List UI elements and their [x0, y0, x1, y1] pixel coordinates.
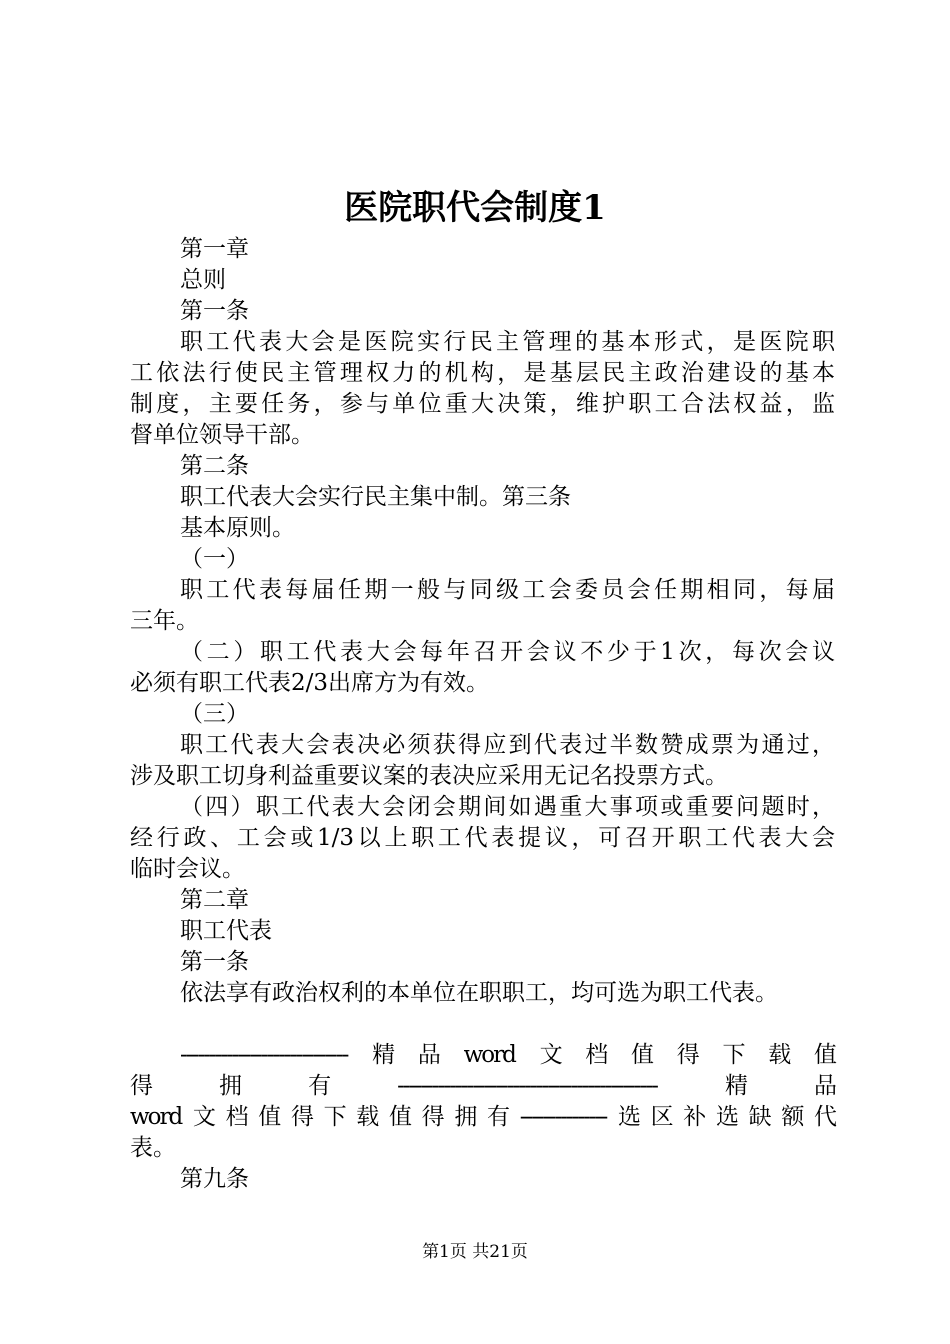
item-number: （一）	[180, 546, 249, 572]
document-title: 医院职代会制度1	[344, 188, 606, 228]
paragraph-line: （二）职工代表大会每年召开会议不少于1次，每次会议	[180, 639, 835, 665]
watermark-line: word文档值得下载值得拥有---------------选区补选缺额代	[130, 1104, 835, 1130]
item-number: （三）	[180, 701, 249, 727]
paragraph-line: 临时会议。	[130, 856, 245, 882]
paragraph-line: 必须有职工代表2/3出席方为有效。	[130, 670, 490, 696]
paragraph-line: 工依法行使民主管理权力的机构，是基层民主政治建设的基本	[130, 360, 835, 386]
article-heading: 第一条	[180, 949, 249, 975]
paragraph-line: 督单位领导干部。	[130, 422, 314, 448]
paragraph-line: 职工代表大会表决必须获得应到代表过半数赞成票为通过，	[180, 732, 835, 758]
paragraph-line: 三年。	[130, 608, 199, 634]
watermark-line: -----------------------------精品word文档值得下载值	[180, 1042, 835, 1068]
document-body	[130, 234, 835, 1195]
paragraph-line: 依法享有政治权利的本单位在职职工，均可选为职工代表。	[180, 980, 778, 1006]
paragraph-line: 职工代表每届任期一般与同级工会委员会任期相同，每届	[180, 577, 835, 603]
chapter-title: 职工代表	[180, 918, 272, 944]
paragraph-gap	[130, 1009, 835, 1040]
chapter-heading: 第二章	[180, 887, 249, 913]
paragraph-line: 职工代表大会是医院实行民主管理的基本形式，是医院职	[180, 329, 835, 355]
watermark-line: 得拥有---------------------------------------------精品	[130, 1073, 835, 1099]
paragraph-line: 职工代表大会实行民主集中制。第三条	[180, 484, 571, 510]
article-heading: 第九条	[180, 1166, 249, 1192]
page-number-footer: 第1页 共21页	[422, 1242, 528, 1262]
paragraph-line: 涉及职工切身利益重要议案的表决应采用无记名投票方式。	[130, 763, 728, 789]
paragraph-line: 制度，主要任务，参与单位重大决策，维护职工合法权益，监	[130, 391, 835, 417]
paragraph-line: 表。	[130, 1135, 176, 1161]
chapter-title: 总则	[180, 267, 226, 293]
chapter-heading: 第一章	[180, 236, 249, 262]
paragraph-line: 经行政、工会或1/3以上职工代表提议，可召开职工代表大会	[130, 825, 835, 851]
paragraph-line: 基本原则。	[180, 515, 295, 541]
article-heading: 第一条	[180, 298, 249, 324]
paragraph-line: （四）职工代表大会闭会期间如遇重大事项或重要问题时，	[180, 794, 835, 820]
article-heading: 第二条	[180, 453, 249, 479]
